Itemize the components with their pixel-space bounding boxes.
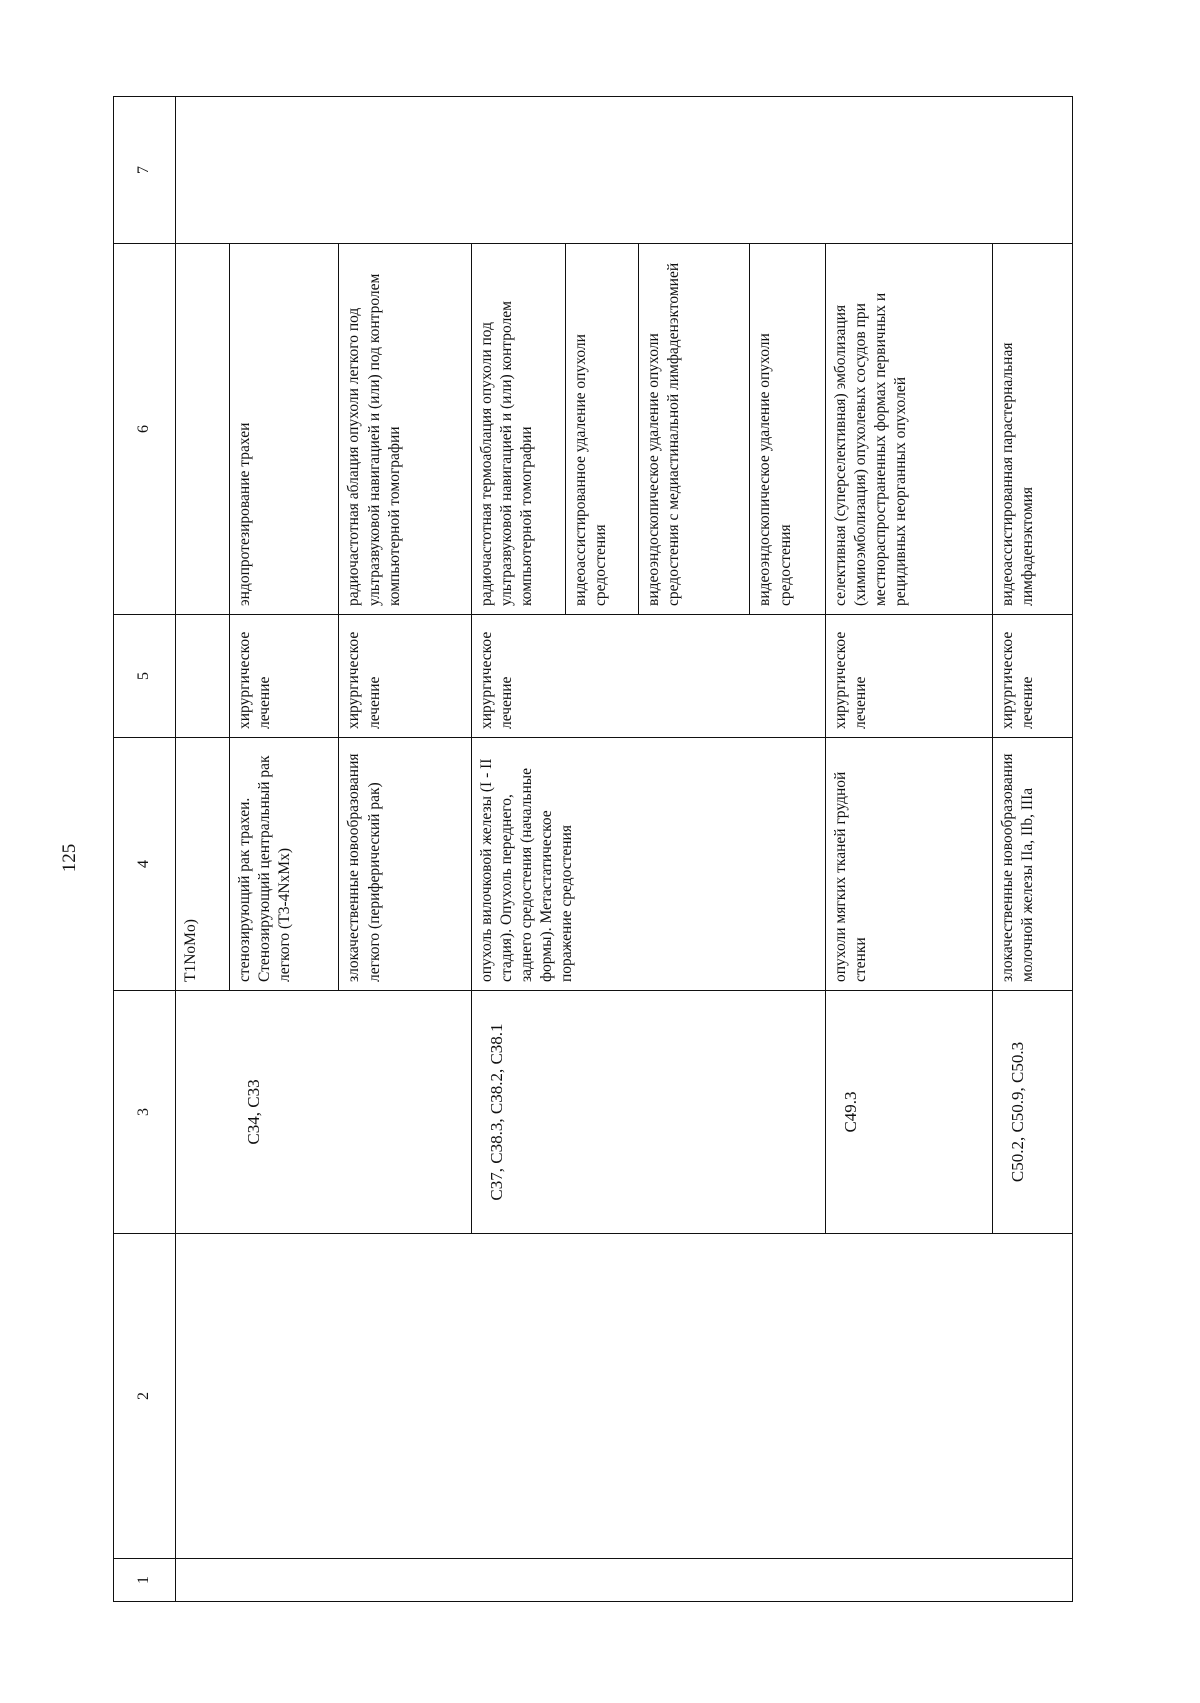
- col2-cell: [175, 1234, 992, 1559]
- model-cell: опухоли мягких тканей грудной стенки: [825, 738, 992, 991]
- method-cell: радиочастотная аблация опухоли легкого под ультразвуковой навигацией и (или) под контролем компьютерной томографии: [339, 244, 472, 615]
- table-row: [992, 97, 1072, 1602]
- codes-cell: C37, C38.3, C38.2, C38.1: [471, 991, 825, 1234]
- header-cell-4: 4: [114, 738, 176, 991]
- continuation-cell: T1NoMo): [175, 738, 229, 991]
- col7-cell: [175, 97, 1072, 244]
- header-cell-1: 1: [114, 1559, 176, 1602]
- header-cell-6: 6: [114, 244, 176, 615]
- model-cell: злокачественные новообразования легкого (периферический рак): [339, 738, 472, 991]
- col1-cell: [175, 1559, 1072, 1602]
- model-cell: злокачественные новообразования молочной железы IIa, IIb, IIIa: [992, 738, 1072, 991]
- codes-cell: C50.2, C50.9, C50.3: [992, 991, 1072, 1234]
- treatment-cell: хирургическое лечение: [339, 615, 472, 738]
- method-cell: видеоассистированное удаление опухоли средостения: [565, 244, 638, 615]
- treatment-cell: хирургическое лечение: [229, 615, 339, 738]
- header-cell-7: 7: [114, 97, 176, 244]
- header-cell-2: 2: [114, 1234, 176, 1559]
- model-cell: опухоль вилочковой железы (I - II стадия). Опухоль переднего, заднего средостения (начальные формы). Метастатическое поражение средостения: [471, 738, 825, 991]
- method-cell: радиочастотная термоаблация опухоли под ультразвуковой навигацией и (или) контролем компьютерной томографии: [471, 244, 565, 615]
- col2-cell-bottom: [992, 1234, 1072, 1559]
- treatment-cell: хирургическое лечение: [992, 615, 1072, 738]
- method-cell: видеоэндоскопическое удаление опухоли средостения: [750, 244, 825, 615]
- treatment-cell: хирургическое лечение: [471, 615, 825, 738]
- method-cell: видеоассистированная парастернальная лимфаденэктомия: [992, 244, 1072, 615]
- model-cell: стенозирующий рак трахеи. Стенозирующий центральный рак легкого (T3-4NxMx): [229, 738, 339, 991]
- codes-cell: C34, C33: [229, 991, 471, 1234]
- codes-cell: C49.3: [825, 991, 992, 1234]
- treatment-cell-empty: [175, 615, 229, 738]
- document-sheet: [113, 97, 1073, 1602]
- method-cell: селективная (суперселективная) эмболизация (химиоэмболизация) опухолевых сосудов при местнораспространенных формах первичных и рецидивных неорганных опухолей: [825, 244, 992, 615]
- header-cell-5: 5: [114, 615, 176, 738]
- treatment-cell: хирургическое лечение: [825, 615, 992, 738]
- codes-cell-empty: [175, 991, 229, 1234]
- page-number: 125: [59, 843, 80, 873]
- method-cell: видеоэндоскопическое удаление опухоли средостения с медиастинальной лимфаденэктомией: [638, 244, 750, 615]
- treatment-table: [113, 96, 1073, 1602]
- table-row: [175, 97, 229, 1602]
- header-row: [114, 97, 176, 1602]
- method-cell: эндопротезирование трахеи: [229, 244, 339, 615]
- method-cell-empty: [175, 244, 229, 615]
- header-cell-3: 3: [114, 991, 176, 1234]
